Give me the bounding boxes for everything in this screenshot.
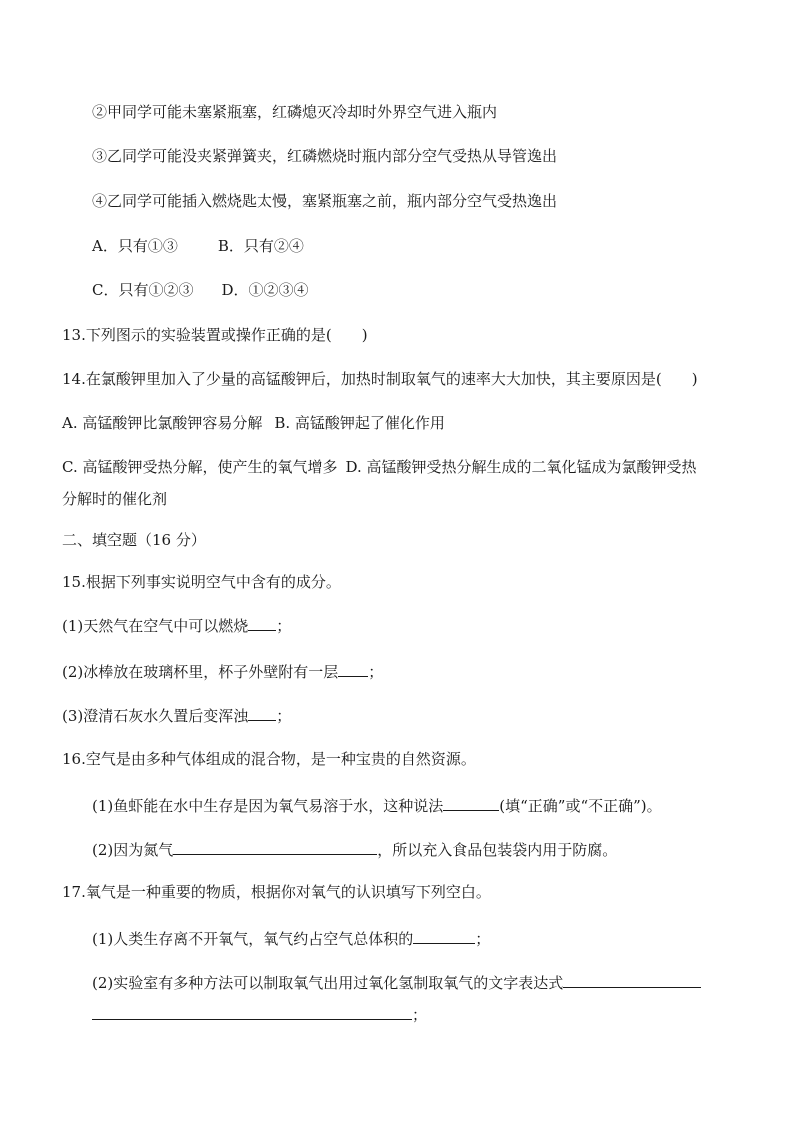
q14-options-row-2	[62, 457, 697, 477]
q12-option-b: B．只有②④	[217, 237, 304, 255]
q17-part-2-continued: ；	[92, 1003, 427, 1025]
q12-option-a: A．只有①③	[92, 237, 178, 255]
q14-option-c: C. 高锰酸钾受热分解，使产生的氧气增多	[62, 458, 338, 476]
q14-option-b: B. 高锰酸钾起了催化作用	[274, 414, 445, 432]
q15-part-1: (1)天然气在空气中可以燃烧 ；	[62, 614, 291, 636]
q17-blank-1[interactable]	[413, 927, 475, 944]
q14-option-d-continued: 分解时的催化剂	[62, 490, 168, 508]
q16-blank-1[interactable]	[443, 794, 499, 811]
q14-option-a: A. 高锰酸钾比氯酸钾容易分解	[62, 414, 263, 432]
q15-blank-3[interactable]	[248, 704, 276, 721]
q15-blank-2[interactable]	[338, 660, 368, 677]
q15-part-3: (3)澄清石灰水久置后变浑浊 ；	[62, 704, 291, 726]
q12-option-d: D．①②③④	[221, 281, 309, 299]
q17-part-2: (2)实验室有多种方法可以制取氧气出用过氧化氢制取氧气的文字表达式	[92, 971, 701, 993]
q17-text: 17.氧气是一种重要的物质，根据你对氧气的认识填写下列空白。	[62, 883, 491, 901]
section-title: 二、填空题（16 分）	[62, 531, 206, 549]
q15-blank-1[interactable]	[248, 614, 276, 631]
q12-statement-4: ④乙同学可能插入燃烧匙太慢，塞紧瓶塞之前，瓶内部分空气受热逸出	[92, 192, 558, 210]
q14-text: 14.在氯酸钾里加入了少量的高锰酸钾后，加热时制取氧气的速率大大加快，其主要原因是( )	[62, 370, 698, 388]
q12-statement-2: ②甲同学可能未塞紧瓶塞，红磷熄灭冷却时外界空气进入瓶内	[92, 103, 498, 121]
q14-option-d: D. 高锰酸钾受热分解生成的二氧化锰成为氯酸钾受热	[345, 458, 697, 476]
q13-text: 13.下列图示的实验装置或操作正确的是( )	[62, 326, 368, 344]
q12-statement-3: ③乙同学可能没夹紧弹簧夹，红磷燃烧时瓶内部分空气受热从导管逸出	[92, 147, 558, 165]
q17-blank-2b[interactable]	[92, 1003, 412, 1020]
q14-options-row-1	[62, 413, 445, 433]
q12-options-row-2	[92, 280, 309, 300]
q16-blank-2[interactable]	[173, 838, 377, 855]
q16-text: 16.空气是由多种气体组成的混合物，是一种宝贵的自然资源。	[62, 750, 476, 768]
q12-options-row-1	[92, 236, 304, 256]
q12-option-c: C．只有①②③	[92, 281, 194, 299]
q16-part-1: (1)鱼虾能在水中生存是因为氧气易溶于水，这种说法 (填“正确”或“不正确”)。	[92, 794, 662, 816]
q17-part-1: (1)人类生存离不开氧气，氧气约占空气总体积的 ；	[92, 927, 490, 949]
q15-part-2: (2)冰棒放在玻璃杯里，杯子外壁附有一层 ；	[62, 660, 383, 682]
q16-part-2: (2)因为氮气 ，所以充入食品包装袋内用于防腐。	[92, 838, 617, 860]
q15-text: 15.根据下列事实说明空气中含有的成分。	[62, 573, 341, 591]
q17-blank-2a[interactable]	[563, 971, 701, 988]
